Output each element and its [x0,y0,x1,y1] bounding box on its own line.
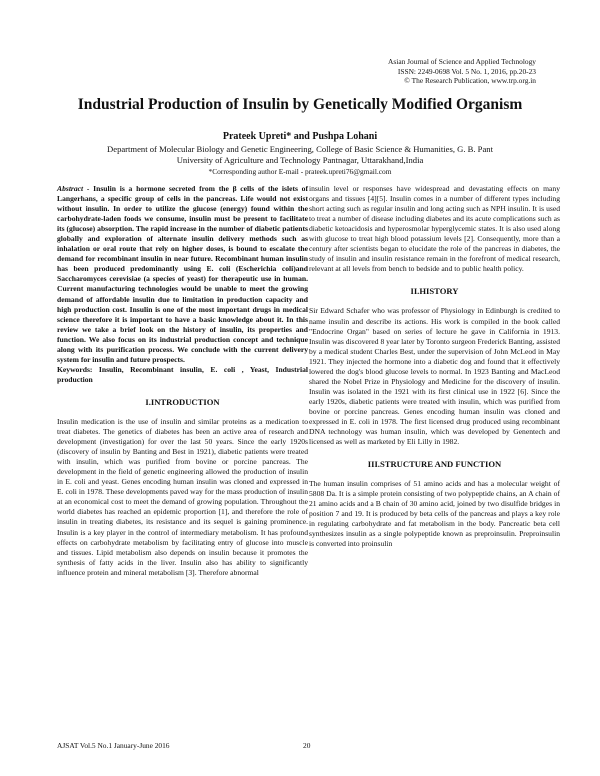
structure-paragraph: The human insulin comprises of 51 amino acids and has a molecular weight of 5808 Da. It is a simple protein consisting of two polypeptide chains, an A chain of 21 amino acids and a B chain of 30 amino acid, joined by two disulfide bridges in position 7 and 19. It is produced by beta cells of the pancreas and plays a key role in regulating carbohydrate and fat metabolism in the body. Pancreatic beta cell synthesizes insulin as a single polypeptide known as preproinsulin. Preproinsulin is converted into proinsulin [309,479,560,549]
publisher-line: © The Research Publication, www.trp.org.in [404,76,536,86]
journal-header [236,57,536,86]
intro-continued-paragraph: insulin level or responses have widespread and devastating effects on many organs and tissues [4][5]. Insulin comes in a number of different types including short acting such as regular insulin and long acting such as NPH insulin. It is used to treat a number of disease including diabetes and its acute complications such as diabetic ketoacidosis and hyperosmolar hyperglycemic states. It is also used along with glucose to treat high blood potassium levels [2]. Consequently, more than a century after scientists began to elucidate the role of the pancreas in diabetes, the study of insulin and insulin resistance remain in the forefront of medical research, relevant at all levels from bench to bedside and to public health policy. [309,184,560,274]
affiliation-line-2: University of Agriculture and Technology Pantnagar, Uttarakhand,India [176,155,424,165]
page-number: 20 [303,741,311,750]
structure-heading: III.STRUCTURE AND FUNCTION [367,459,502,470]
paper-title: Industrial Production of Insulin by Genetically Modified Organism [77,96,523,113]
history-heading: II.HISTORY [410,286,459,297]
left-column [57,184,308,578]
paper-authors: Prateek Upreti* and Pushpa Lohani [222,131,378,142]
issn-line: ISSN: 2249-0698 Vol. 5 No. 1, 2016, pp.20-23 [397,66,536,76]
affiliation [40,144,560,177]
journal-name: Asian Journal of Science and Applied Technology [388,57,536,66]
keywords: Keywords: Insulin, Recombinant insulin, E. coli , Yeast, Industrial production [57,364,308,384]
affiliation-line-1: Department of Molecular Biology and Genetic Engineering, College of Basic Science & Humanities, G. B. Pant [107,144,493,154]
intro-heading: I.INTRODUCTION [145,396,220,407]
intro-paragraph: Insulin medication is the use of insulin and similar proteins as a medication to treat diabetes. The genetics of diabetes has been an active area of research and development (investigation) for over the last 50 years. Since the early 1920s (discovery of insulin by Banting and Best in 1921), diabetic patients were treated with insulin, which was purified from bovine or porcine pancreas. The development in the field of genetic engineering allowed the production of insulin in E. coli and yeast. Genes encoding human insulin was cloned and expressed in E. coli in 1978. These developments paved way for the mass production of insulin at an economical cost to meet the demand of growing population. Throughout the world diabetes has reached an epidemic proportion [1], and therefore the role of insulin in treating diabetes, its resistance and its sequel is gaining prominence. Insulin is a key player in the control of intermediary metabolism. It has profound effects on carbohydrate metabolism by facilitating entry of glucose into muscle and tissues. Lipid metabolism also depends on insulin because it promotes the synthesis of fatty acids in the liver. Insulin also has ability to significantly influence protein and mineral metabolism [3]. Therefore abnormal [57,416,308,577]
abstract-text: Insulin is a hormone secreted from the β cells of the islets of Langerhans, a specific group of cells in the pancreas. Life would not exist without insulin. In order to utilize the glucose (energy) found within the carbohydrate-laden foods we consume, insulin must be present to facilitate its (glucose) absorption. The rapid increase in the number of diabetic patients globally and exploration of alternate insulin delivery methods such as inhalation or oral route that rely on higher doses, is bound to escalate the demand for recombinant insulin in near future. Recombinant human insulin has been produced predominantly using E. coli (Escherichia coli)and Saccharomyces cerevisiae (a species of yeast) for therapeutic use in human. Current manufacturing technologies would be unable to meet the growing demand of affordable insulin due to limitation in production capacity and high production cost. Insulin is one of the most important drugs in medical science therefore it is important to have a basic knowledge about it. In this review we take a brief look on the history of insulin, its properties and function. We also focus on its industrial production concept and technique along with its purification process. We conclude with the current delivery system for insulin and future prospects. [57,184,308,364]
abstract-lead: Abstract - [57,184,90,193]
abstract [57,184,308,365]
corresponding-email: *Corresponding author E-mail - prateek.upreti76@gmail.com [208,167,392,176]
history-paragraph: Sir Edward Schafer who was professor of Physiology in Edinburgh is credited to name insulin and describe its actions. His work is compiled in the book called "Endocrine Organ" based on series of lecture he gave in California in 1913. Insulin was discovered 8 year later by Toronto surgeon Frederick Banting, assisted by a medical student Charles Best, under the supervision of John McLeod in May 1921. They injected the hormone into a diabetic dog and found that it effectively lowered the dog's blood glucose levels to normal. In 1923 Banting and MacLeod shared the Nobel Prize in Physiology and Medicine for the discovery of insulin. Insulin was isolated in the 1921 with its first clinical use in 1922 [6]. Since the early 1920s, diabetic patients were treated with insulin, which was purified from bovine or porcine pancreas. Genes encoding human insulin was cloned and expressed in E. coli in 1978. The first licensed drug produced using recombinant DNA technology was human insulin, which was developed by Genentech and licensed as well as marketed by Eli Lilly in 1982. [309,306,560,447]
page-footer [57,741,557,750]
right-column [309,184,560,550]
footer-journal-issue: AJSAT Vol.5 No.1 January-June 2016 [57,741,170,750]
